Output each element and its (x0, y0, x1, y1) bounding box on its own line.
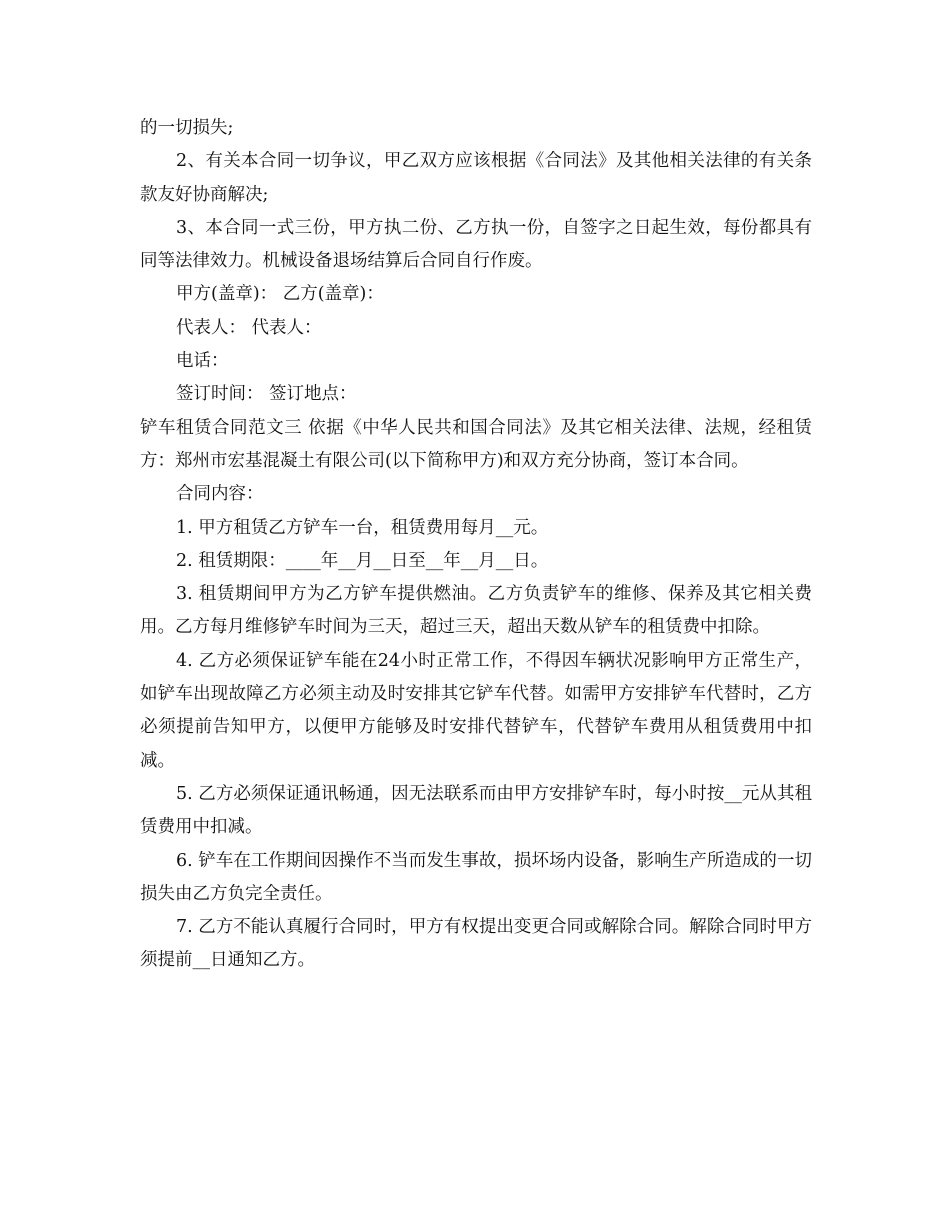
section-heading-contract-content: 合同内容： (176, 484, 264, 505)
paragraph-clause-2-dispute: 2、有关本合同一切争议，甲乙双方应该根据《合同法》及其他相关法律的有关条款友好协商解决; (140, 151, 812, 205)
paragraph-item-4: 4. 乙方必须保证铲车能在24小时正常工作，不得因车辆状况影响甲方正常生产，如铲车出现故障乙方必须主动及时安排其它铲车代替。如需甲方安排铲车代替时，乙方必须提前告知甲方，以便甲方能够及时安排代替铲车，代替铲车费用从租赁费用中扣减。 (140, 650, 812, 771)
signature-time-place-line: 签订时间： 签订地点： (176, 384, 357, 405)
paragraph-item-6: 6. 铲车在工作期间因操作不当而发生事故，损坏场内设备，影响生产所造成的一切损失由乙方负完全责任。 (140, 850, 812, 904)
document-body (140, 112, 812, 978)
paragraph-item-3: 3. 租赁期间甲方为乙方铲车提供燃油。乙方负责铲车的维修、保养及其它相关费用。乙方每月维修铲车时间为三天，超过三天，超出天数从铲车的租赁费中扣除。 (140, 584, 812, 638)
paragraph-item-7: 7. 乙方不能认真履行合同时，甲方有权提出变更合同或解除合同。解除合同时甲方须提前__日通知乙方。 (140, 917, 812, 971)
paragraph-item-2: 2. 租赁期限：____年__月__日至__年__月__日。 (176, 550, 549, 571)
signature-representative-line: 代表人： 代表人： (176, 317, 322, 338)
paragraph-item-1: 1. 甲方租赁乙方铲车一台，租赁费用每月__元。 (176, 517, 549, 538)
paragraph-clause-3-copies: 3、本合同一式三份，甲方执二份、乙方执一份，自签字之日起生效，每份都具有同等法律效力。机械设备退场结算后合同自行作废。 (140, 217, 812, 272)
paragraph-loss-continuation: 的一切损失; (140, 118, 234, 138)
paragraph-item-5: 5. 乙方必须保证通讯畅通，因无法联系而由甲方安排铲车时，每小时按__元从其租赁费用中扣减。 (140, 783, 812, 838)
signature-seal-line: 甲方(盖章)： 乙方(盖章)： (176, 284, 384, 305)
paragraph-contract-three-intro: 铲车租赁合同范文三 依据《中华人民共和国合同法》及其它相关法律、法规，经租赁方：郑州市宏基混凝土有限公司(以下简称甲方)和双方充分协商，签订本合同。 (140, 417, 812, 471)
signature-phone-line: 电话： (176, 351, 229, 372)
